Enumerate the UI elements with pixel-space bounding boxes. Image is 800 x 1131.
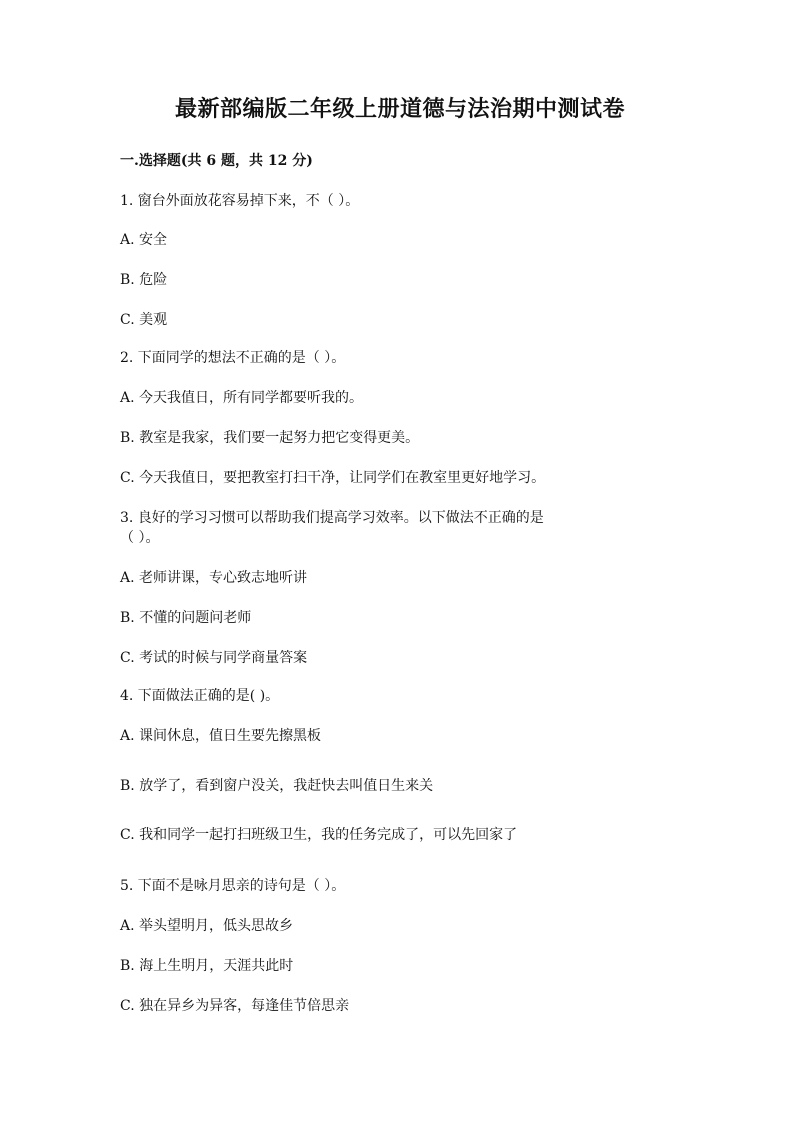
question-5-option-a: A. 举头望明月，低头思故乡 <box>120 918 294 934</box>
section-heading: 一.选择题(共 6 题，共 12 分) <box>120 153 313 169</box>
question-3-option-c: C. 考试的时候与同学商量答案 <box>120 650 308 666</box>
question-3-option-a: A. 老师讲课，专心致志地听讲 <box>120 570 308 586</box>
question-1-option-a: A. 安全 <box>120 232 168 248</box>
question-4-option-a: A. 课间休息，值日生要先擦黑板 <box>120 728 322 744</box>
page-title: 最新部编版二年级上册道德与法治期中测试卷 <box>174 96 625 122</box>
question-4-option-c: C. 我和同学一起打扫班级卫生，我的任务完成了，可以先回家了 <box>120 827 518 843</box>
question-5-stem: 5. 下面不是咏月思亲的诗句是（ ）。 <box>120 878 346 894</box>
question-5-option-b: B. 海上生明月，天涯共此时 <box>120 958 294 974</box>
question-2-stem: 2. 下面同学的想法不正确的是（ ）。 <box>120 350 346 366</box>
question-2-option-b: B. 教室是我家，我们要一起努力把它变得更美。 <box>120 430 420 446</box>
question-2-option-a: A. 今天我值日，所有同学都要听我的。 <box>120 390 364 406</box>
question-1-stem: 1. 窗台外面放花容易掉下来，不（ ）。 <box>120 193 360 209</box>
question-1-option-b: B. 危险 <box>120 272 168 288</box>
question-2-option-c: C. 今天我值日，要把教室打扫干净，让同学们在教室里更好地学习。 <box>120 470 546 486</box>
question-5-option-c: C. 独在异乡为异客，每逢佳节倍思亲 <box>120 998 350 1014</box>
question-3-stem-line1: 3. 良好的学习习惯可以帮助我们提高学习效率。以下做法不正确的是 <box>120 510 544 526</box>
question-1-option-c: C. 美观 <box>120 312 168 328</box>
question-3-option-b: B. 不懂的问题问老师 <box>120 610 252 626</box>
question-4-stem: 4. 下面做法正确的是( )。 <box>120 688 280 704</box>
question-3-stem-line2: （ ）。 <box>120 530 160 546</box>
question-4-option-b: B. 放学了，看到窗户没关，我赶快去叫值日生来关 <box>120 778 434 794</box>
